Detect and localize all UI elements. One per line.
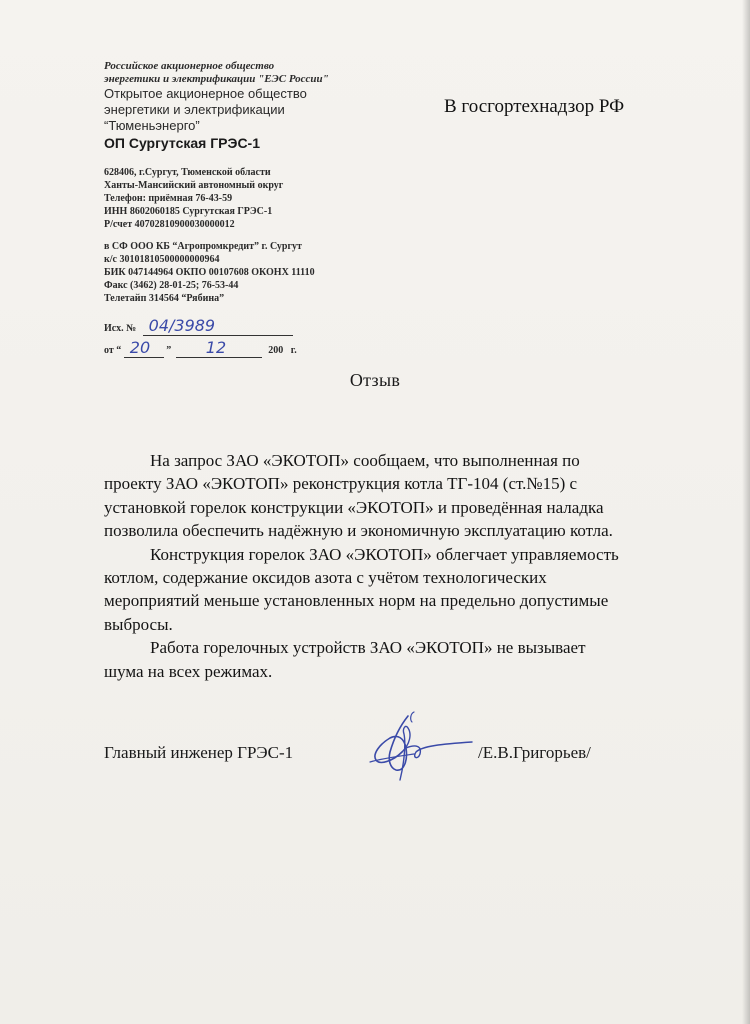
date-month: 12 xyxy=(205,338,227,357)
scan-edge-shadow xyxy=(742,0,750,1024)
date-label: от xyxy=(104,345,114,356)
branch-name: ОП Сургутская ГРЭС-1 xyxy=(104,135,260,151)
letterhead xyxy=(104,60,404,305)
date-day: 20 xyxy=(129,338,151,357)
addressee: В госгортехнадзор РФ xyxy=(444,96,625,117)
signature-row xyxy=(104,743,624,773)
signer-position: Главный инженер ГРЭС-1 xyxy=(104,743,294,762)
bank-details: в СФ ООО КБ “Агропромкредит” г. Сургут к/с 30101810500000000964 БИК 047144964 ОКПО 00107608 ОКОНХ 11110 Факс (3462) 28-01-25; 76-53-44 Телетайп 314564 “Рябина” xyxy=(104,241,315,304)
document-title: Отзыв xyxy=(349,370,401,390)
address-block: 628406, г.Сургут, Тюменской области Ханты-Мансийский автономный округ Телефон: приёмная 76-43-59 ИНН 8602060185 Сургутская ГРЭС-1 Р/счет 40702810900030000012 xyxy=(104,167,284,230)
document-body xyxy=(104,449,624,683)
outgoing-number-label: Исх. № xyxy=(104,323,137,334)
signer-name: /Е.В.Григорьев/ xyxy=(478,743,591,762)
date-year: 200 г. xyxy=(268,345,297,356)
outgoing-number-value: 04/3989 xyxy=(148,316,216,335)
body-paragraph-3: Работа горелочных устройств ЗАО «ЭКОТОП» не вызывает шума на всех режимах. xyxy=(104,638,586,681)
body-paragraph-1: На запрос ЗАО «ЭКОТОП» сообщаем, что выполненная по проекту ЗАО «ЭКОТОП» реконструкция котла ТГ-104 (ст.№15) с установкой горелок конструкции «ЭКОТОП» и проведённая наладка позволила обеспечить надёжную и экономичную эксплуатацию котла. xyxy=(104,451,613,541)
organization-name: Открытое акционерное общество энергетики и электрификации “Тюменьэнерго” xyxy=(104,86,307,133)
outgoing-reference: Исх. № 04/3989 от “ 20 ” 12 200 г. xyxy=(104,316,297,357)
parent-organization: Российское акционерное общество энергетики и электрификации "ЕЭС России" xyxy=(104,60,329,85)
body-paragraph-2: Конструкция горелок ЗАО «ЭКОТОП» облегчает управляемость котлом, содержание оксидов азота с учётом технологических мероприятий меньше установленных норм на предельно допустимые выбросы. xyxy=(104,544,619,634)
